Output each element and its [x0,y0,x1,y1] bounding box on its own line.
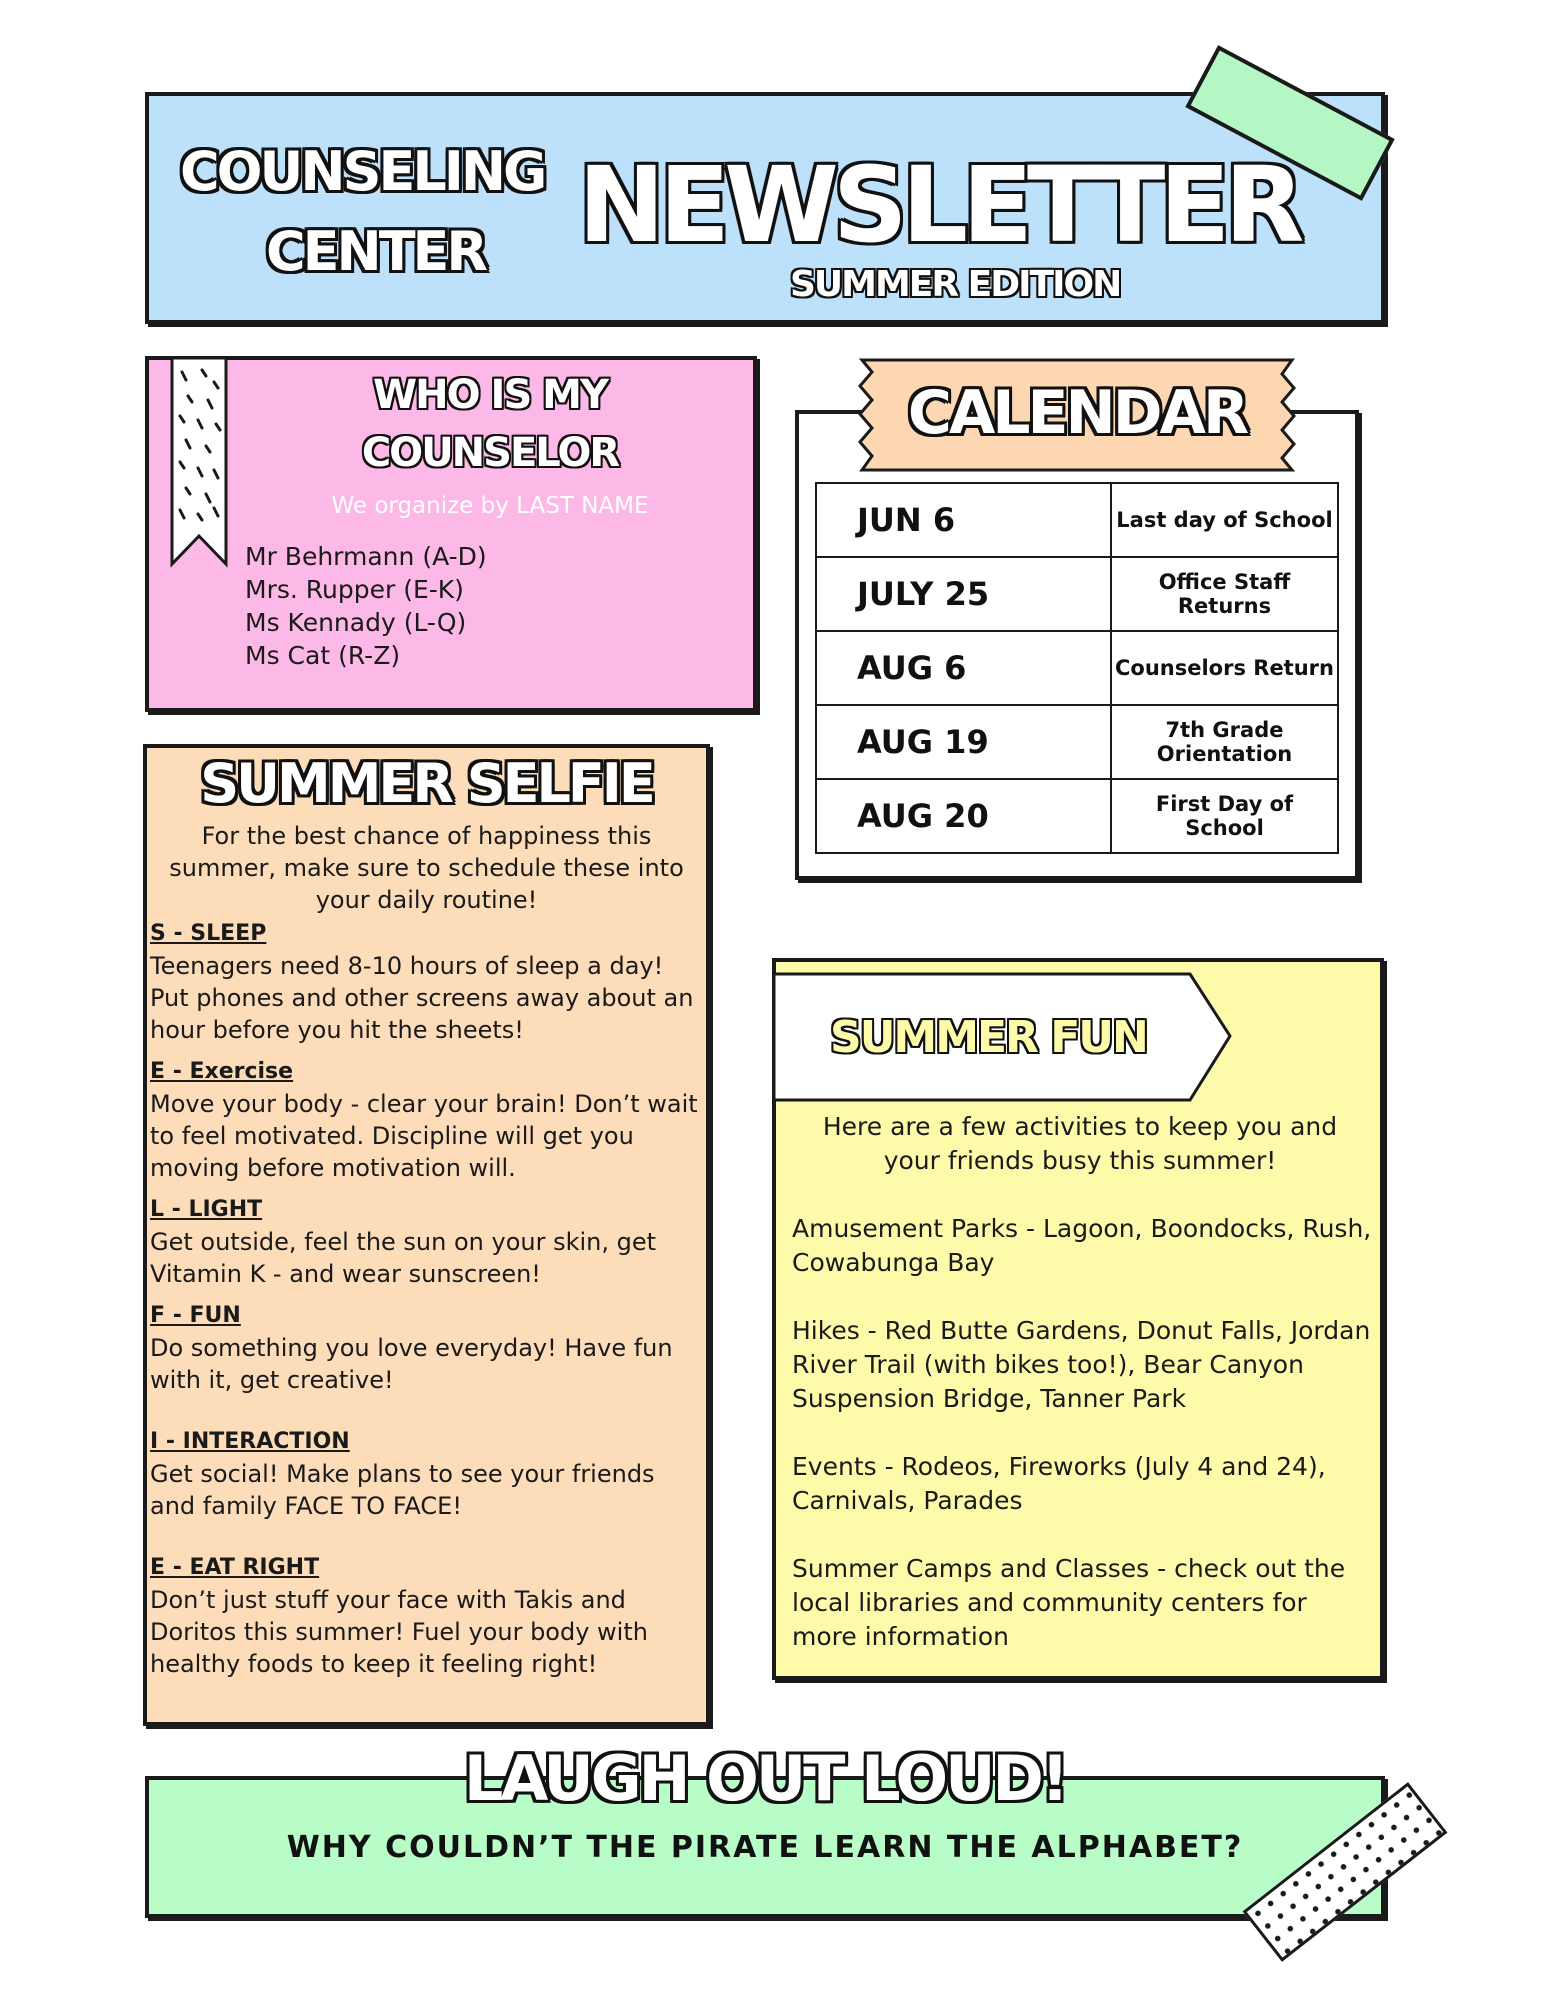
calendar-event: 7th Grade Orientation [1111,705,1338,779]
selfie-intro: For the best chance of happiness this summer, make sure to schedule these into your daily routine! [169,822,684,914]
calendar-table-wrap [815,482,1339,854]
selfie-item-text: Get social! Make plans to see your friends and family FACE TO FACE! [150,1460,655,1520]
counselor-list-item: Mr Behrmann (A-D) [245,542,487,571]
selfie-item-text: Don’t just stuff your face with Takis and Doritos this summer! Fuel your body with healthy foods to keep it feeling right! [150,1586,648,1678]
selfie-item-heading: I - INTERACTION [150,1429,350,1454]
list-item [150,918,705,1046]
list-item: Hikes - Red Butte Gardens, Donut Falls, Jordan River Trail (with bikes too!), Bear Canyon Suspension Bridge, Tanner Park [792,1316,1371,1413]
table-row [816,557,1338,631]
table-row [816,483,1338,557]
fun-list [792,1212,1372,1688]
calendar-event: First Day of School [1111,779,1338,853]
counselor-list [245,540,487,672]
selfie-item-heading: E - EAT RIGHT [150,1555,320,1580]
list-item [150,1056,705,1184]
calendar-date: AUG 19 [816,705,1111,779]
calendar-event: Counselors Return [1111,631,1338,705]
counselor-list-item: Mrs. Rupper (E-K) [245,575,464,604]
selfie-item-text: Get outside, feel the sun on your skin, get Vitamin K - and wear sunscreen! [150,1228,657,1288]
calendar-date: JULY 25 [816,557,1111,631]
list-item [150,1300,705,1396]
header-left-title-line2: CENTER [266,220,486,283]
selfie-item-heading: S - SLEEP [150,921,267,946]
list-item: Events - Rodeos, Fireworks (July 4 and 24), Carnivals, Parades [792,1452,1326,1515]
calendar-date: AUG 20 [816,779,1111,853]
edition-subtitle: SUMMER EDITION [790,264,1121,305]
list-item [150,1552,705,1680]
calendar-event: Office Staff Returns [1111,557,1338,631]
list-item: Summer Camps and Classes - check out the local libraries and community centers for more information [792,1554,1346,1651]
counselor-note: We organize by LAST NAME [331,493,649,519]
calendar-table [815,482,1339,854]
counselor-title-line1: WHO IS MY [373,372,607,418]
selfie-item-heading: L - LIGHT [150,1197,263,1222]
selfie-list [150,918,705,1680]
selfie-item-text: Teenagers need 8-10 hours of sleep a day! Put phones and other screens away about an hour before you hit the sheets! [150,952,694,1044]
calendar-date: JUN 6 [816,483,1111,557]
counselor-title-line2: COUNSELOR [361,430,619,476]
ribbon-bookmark-icon [168,358,230,570]
selfie-title: SUMMER SELFIE [200,752,653,815]
calendar-date: AUG 6 [816,631,1111,705]
list-item: Amusement Parks - Lagoon, Boondocks, Rush, Cowabunga Bay [792,1214,1372,1277]
list-item [150,1194,705,1290]
header-left-title-line1: COUNSELING [180,140,545,203]
counselor-list-item: Ms Kennady (L-Q) [245,608,467,637]
lol-title: LAUGH OUT LOUD! [463,1742,1067,1815]
fun-intro: Here are a few activities to keep you and your friends busy this summer! [822,1112,1338,1175]
list-item [150,1426,705,1522]
table-row [816,705,1338,779]
calendar-event: Last day of School [1111,483,1338,557]
newsletter-title: NEWSLETTER [578,144,1299,266]
selfie-item-text: Do something you love everyday! Have fun with it, get creative! [150,1334,673,1394]
table-row [816,779,1338,853]
lol-question: WHY COULDN’T THE PIRATE LEARN THE ALPHABET? [286,1830,1244,1865]
selfie-item-heading: E - Exercise [150,1059,294,1084]
selfie-item-text: Move your body - clear your brain! Don’t wait to feel motivated. Discipline will get you moving before motivation will. [150,1090,698,1182]
fun-title: SUMMER FUN [830,1012,1147,1063]
calendar-title: CALENDAR [907,378,1247,448]
counselor-list-item: Ms Cat (R-Z) [245,641,401,670]
selfie-item-heading: F - FUN [150,1303,241,1328]
table-row [816,631,1338,705]
